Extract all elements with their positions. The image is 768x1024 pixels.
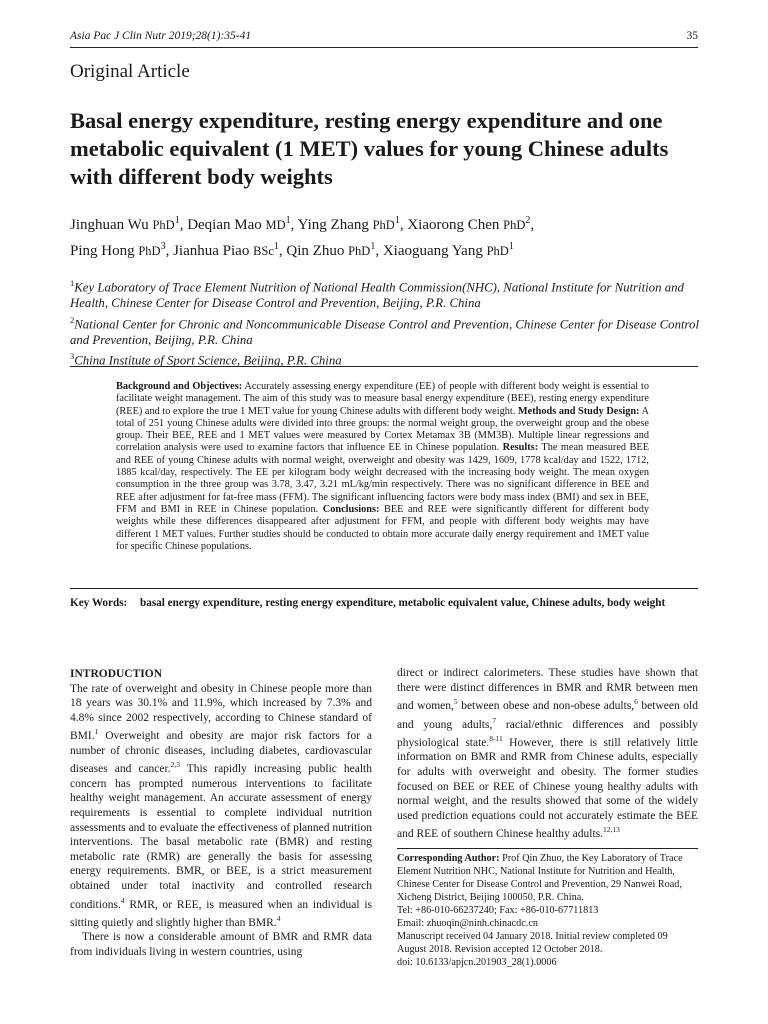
doi: doi: 10.6133/apjcn.201903_28(1).0006 xyxy=(397,957,557,968)
author: Jianhua Piao BSc$^1$, xyxy=(173,241,287,259)
header-rule xyxy=(70,47,698,48)
author: Ying Zhang PhD$^1$, xyxy=(297,215,408,233)
keywords xyxy=(70,596,700,610)
author: Jinghuan Wu PhD$^1$, xyxy=(70,215,188,233)
journal-citation: Asia Pac J Clin Nutr 2019;28(1):35-41 xyxy=(70,30,252,42)
correspondence-rule xyxy=(397,848,698,849)
contact-email: Email: zhuoqin@ninh.chinacdc.cn xyxy=(397,918,538,929)
affiliation: $^2$National Center for Chronic and Noncommunicable Disease Control and Prevention, Chinese Center for Disease Control and Prevention, Beijing, P.R. China xyxy=(70,314,699,348)
abstract-bottom-rule xyxy=(70,588,698,589)
keywords-label: Key Words: xyxy=(70,597,128,609)
author-list xyxy=(70,210,710,262)
contact-phone: Tel: +86-010-66237240; Fax: +86-010-67711813 xyxy=(397,905,599,916)
keywords-text: basal energy expenditure, resting energy expenditure, metabolic equivalent value, Chinese adults, body weight xyxy=(140,597,666,609)
abstract-background-label: Background and Objectives: xyxy=(116,381,243,392)
article-type-label: Original Article xyxy=(70,61,190,82)
abstract-results-label: Results: xyxy=(502,442,539,454)
author: Xiaorong Chen PhD$^2$, xyxy=(407,215,535,233)
affiliation-list xyxy=(70,275,710,369)
abstract-methods-label: Methods and Study Design: xyxy=(517,405,640,417)
author: Deqian Mao $MD^1$, xyxy=(187,215,298,233)
introduction-heading: INTRODUCTION xyxy=(70,668,163,680)
author: Ping Hong PhD$^3$, xyxy=(70,241,174,259)
article-title: Basal energy expenditure, resting energy expenditure and one metabolic equivalent (1 MET) values for young Chinese adults with different body weights xyxy=(70,108,669,189)
paragraph: There is now a considerable amount of BMR and RMR data from individuals living in western countries, using xyxy=(70,931,372,958)
author: Qin Zhuo PhD$^1$, xyxy=(286,241,383,259)
abstract: Background and Objectives: Accurately assessing energy expenditure (EE) of people with different body weight is essential to facilitate weight management. The aim of this study was to measure basal energy expenditure (BEE), resting energy expenditure (REE) and to explore the true 1 MET value for young Chinese adults with different body weight. Methods and Study Design: A total of 251 young Chinese adults were divided into three groups: the normal weight group, the overweight group and the obese group. Their BEE, REE and 1 MET values were measured by Cortex Metamax 3B (MM3B). Multiple linear regressions and correlation analysis were used to examine factors that influence EE in Chinese population. Results: The mean measured BEE and REE of young Chinese adults with normal weight, overweight and obesity was 1429, 1609, 1778 kcal/day and 1522, 1712, 1885 kcal/day, respectively. The EE per kilogram body weight decreased with the increasing body weight. The mean oxygen consumption in the three group was 3.78, 3.47, 3.21 mL/kg/min respectively. There was no significant difference in BEE and REE after adjustment for fat-free mass (FFM). The significant influencing factors were body mass index (BMI) and sex in BEE, FFM and BMI in REE in Chinese population. Conclusions: BEE and REE were significantly different for different body weights while these differences disappeared after adjustment for FFM, and people with different body weights may have different 1 MET values. Further studies should be conducted to obtain more accurate daily energy requirement and 1MET value for specific Chinese populations. xyxy=(116,381,649,552)
paragraph: direct or indirect calorimeters. These studies have shown that there were distinct differences in BMR and RMR between men and women,$^5$ between obese and non-obese adults,$^6$ between old and young adults,$^7$ racial/ethnic differences and possibly physiological state.$^{8-11}$ However, there is still relatively little information on BMR and RMR from Chinese adults, especially for adults with overweight and obesity. The former studies focused on BEE or REE of Chinese young healthy adults with normal weight, and the results showed that some of the widely used prediction equations could not accurately estimate the BEE and REE of southern Chinese healthy adults.$^{12,13}$ xyxy=(397,667,699,841)
paragraph: The rate of overweight and obesity in Chinese people more than 18 years was 30.1% and 11.9%, which increased by 7.3% and 4.8% since 2002 respectively, according to Chinese standard of BMI.$^1$ Overweight and obesity are major risk factors for a number of chronic diseases, including diabetes, cardiovascular diseases and cancer.$^{2,3}$ This rapidly increasing public health concern has prompted numerous interventions to facilitate healthy weight management. An accurate assessment of energy requirements is essential to complete individual nutrition assessments and to evaluate the effectiveness of planned nutrition interventions. The basal metabolic rate (BMR) and resting metabolic rate (RMR) are generally the basis for assessing energy requirements. BMR, or BEE, is a strict measurement obtained under total inactivity and controlled research conditions.$^4$ RMR, or REE, is measured when an individual is sitting quietly and slightly higher than BMR.$^4$ xyxy=(70,682,372,929)
abstract-top-rule xyxy=(70,366,698,367)
introduction-left-column xyxy=(70,667,372,960)
author: Xiaoguang Yang PhD$^1$ xyxy=(382,241,514,259)
manuscript-history: Manuscript received 04 January 2018. Initial review completed 09 August 2018. Revision accepted 12 October 2018. xyxy=(397,931,668,955)
affiliation: $^1$Key Laboratory of Trace Element Nutrition of National Health Commission(NHC), National Institute for Nutrition and Health, Chinese Center for Disease Control and Prevention, Beijing, P.R. China xyxy=(70,278,684,311)
abstract-conclusions-label: Conclusions: xyxy=(322,503,380,515)
page-number: 35 xyxy=(686,30,698,42)
corresponding-author-label: Corresponding Author: xyxy=(397,853,500,864)
corresponding-author-note: Corresponding Author: Prof Qin Zhuo, the Key Laboratory of Trace Element Nutrition NHC, National Institute for Nutrition and Health, Chinese Center for Disease Control and Prevention, 29 Nanwei Road, Xicheng District, Beijing 100050, P.R. China. Tel: +86-010-66237240; Fax: +86-010-67711813 Email: zhuoqin@ninh.chinacdc.cn Manuscript received 04 January 2018. Initial review completed 09 August 2018. Revision accepted 12 October 2018. doi: 10.6133/apjcn.201903_28(1).0006 xyxy=(397,852,698,969)
affiliation: $^3$China Institute of Sport Science, Beijing, P.R. China xyxy=(70,351,342,368)
introduction-right-column xyxy=(397,666,698,842)
